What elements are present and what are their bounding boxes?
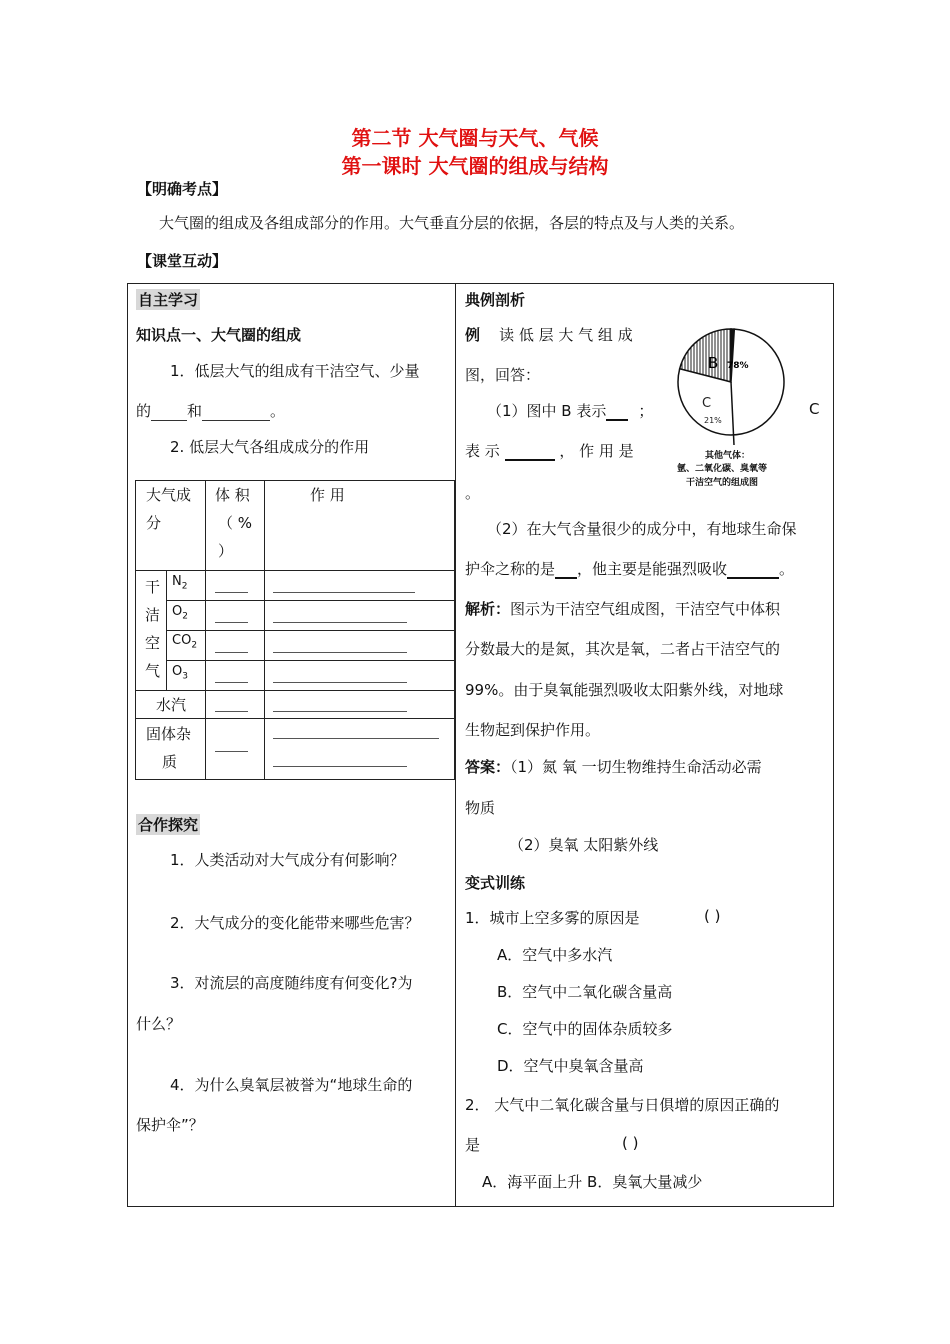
q1-text-b: 和 — [187, 402, 203, 420]
blank-co2-volume[interactable] — [215, 652, 248, 653]
page-subtitle: 第一课时 大气圈的组成与结构 — [341, 154, 609, 178]
co2-label: CO — [172, 633, 192, 648]
analysis-line-4: 生物起到保护作用。 — [465, 721, 601, 739]
n2-label: N — [172, 574, 182, 589]
page-title: 第二节 大气圈与天气、气候 — [351, 126, 599, 150]
variant-q2-line2: 是 — [465, 1136, 481, 1154]
pie-caption-2: 氩、二氧化碳、臭氧等 — [677, 464, 768, 474]
blank-n2-volume[interactable] — [215, 592, 248, 593]
example-heading: 典例剖析 — [465, 291, 526, 309]
question-1b — [465, 440, 634, 461]
variant-q1: 1．城市上空多雾的原因是 — [465, 909, 640, 927]
pie-pct-c: 21% — [704, 416, 722, 425]
question-2b — [465, 558, 794, 579]
answer-line-2: 物质 — [465, 799, 496, 817]
section-interact-heading: 【课堂互动】 — [137, 252, 228, 270]
blank-solid-role-2[interactable] — [273, 766, 407, 767]
coop-question-1: 1．人类活动对大气成分有何影响？ — [170, 851, 405, 869]
example-line-2: 图，回答： — [465, 366, 541, 384]
o2-sub: 2 — [182, 611, 188, 622]
blank-co2-role[interactable] — [273, 652, 407, 653]
dry-air-label-3: 空 — [145, 634, 161, 652]
variant-q2-paren: ( ) — [622, 1134, 639, 1152]
blank-o3-volume[interactable] — [215, 682, 248, 683]
question-1a — [487, 400, 653, 421]
o3-label: O — [172, 664, 183, 679]
points-text: 大气圈的组成及各组成部分的作用。大气垂直分层的依据，各层的特点及与人类的关系。 — [159, 214, 745, 232]
n2-sub: 2 — [181, 581, 188, 592]
coop-question-4a: 4．为什么臭氧层被誉为“地球生命的 — [170, 1076, 413, 1094]
pie-slices — [678, 329, 784, 445]
table-row-line — [135, 718, 455, 719]
example-text-1: 读 低 层 大 气 组 成 — [499, 326, 633, 344]
coop-question-3a: 3．对流层的高度随纬度有何变化?为 — [170, 974, 413, 992]
o2-label: O — [172, 604, 183, 619]
dry-air-label-2: 洁 — [145, 606, 161, 624]
co2-sub: 2 — [191, 640, 198, 651]
blank-solid-volume[interactable] — [215, 751, 248, 752]
variant-q2: 2． 大气中二氧化碳含量与日俱增的原因正确的 — [465, 1096, 780, 1114]
o3-sub: 3 — [182, 671, 188, 682]
example-label: 例 — [465, 326, 481, 344]
column-divider — [455, 283, 456, 1207]
blank-o2-volume[interactable] — [215, 622, 248, 623]
question-1-c: C — [809, 400, 820, 418]
q1-text-a: 的 — [136, 402, 152, 420]
analysis-line-3: 99%。由于臭氧能强烈吸收太阳紫外线，对地球 — [465, 681, 784, 699]
row-solid-1: 固体杂 — [146, 725, 192, 743]
answer-text-1: （1）氮 氧 一切生物维持生命活动必需 — [510, 758, 762, 776]
pie-label-c: C — [702, 396, 712, 411]
question-1: 1．低层大气的组成有干洁空气、少量 — [170, 362, 420, 380]
answer-line-1 — [465, 756, 762, 777]
row-o2 — [172, 604, 188, 622]
variant-q1-option-c[interactable]: C．空气中的固体杂质较多 — [497, 1020, 673, 1038]
variant-q1-option-a[interactable]: A．空气中多水汽 — [497, 946, 613, 964]
header-component-1: 大气成 — [146, 486, 192, 504]
variant-heading: 变式训练 — [465, 874, 526, 892]
table-row-line — [135, 690, 455, 691]
blank-o3-role[interactable] — [273, 682, 407, 683]
question-1-blanks — [136, 400, 285, 421]
row-vapor: 水汽 — [156, 696, 187, 714]
row-o3 — [172, 664, 188, 682]
q1b-text-1: 表 示 — [465, 442, 500, 460]
coop-question-3b: 什么？ — [136, 1015, 182, 1033]
blank-o2-role[interactable] — [273, 622, 407, 623]
table-row-line — [166, 600, 455, 601]
variant-q1-paren: ( ) — [704, 907, 721, 925]
section-points-heading: 【明确考点】 — [137, 180, 228, 198]
variant-q2-options[interactable]: A．海平面上升 B．臭氧大量减少 — [482, 1173, 703, 1191]
q1-blank-2[interactable] — [202, 402, 270, 421]
pie-caption-1: 其他气体： — [705, 451, 751, 461]
pie-caption-3: 干洁空气的组成图 — [686, 478, 759, 488]
dry-air-label-4: 气 — [145, 662, 161, 680]
header-volume-1: 体 积 — [215, 486, 250, 504]
q2-text-1: 护伞之称的是 — [465, 560, 556, 578]
blank-n2-role[interactable] — [273, 592, 415, 593]
pie-label-b: B — [708, 354, 719, 372]
q1a-blank[interactable] — [606, 401, 628, 421]
knowledge-point-1: 知识点一、大气圈的组成 — [136, 326, 302, 344]
header-volume-3: ） — [218, 542, 234, 560]
blank-vapor-role[interactable] — [273, 711, 407, 712]
analysis-label: 解析： — [465, 600, 511, 618]
table-row-line — [166, 660, 455, 661]
table-row-line — [135, 570, 455, 571]
q2-text-2: ，他主要是能强烈吸收 — [577, 560, 728, 578]
coop-question-2: 2．大气成分的变化能带来哪些危害？ — [170, 914, 420, 932]
q1a-text: （1）图中 B 表示 — [487, 402, 607, 420]
variant-q1-option-b[interactable]: B．空气中二氧化碳含量高 — [497, 983, 673, 1001]
q1-text-c: 。 — [270, 402, 286, 420]
q2-blank-2[interactable] — [727, 559, 779, 579]
coop-heading: 合作探究 — [138, 816, 199, 834]
blank-vapor-volume[interactable] — [215, 711, 248, 712]
header-volume-2: （ % — [218, 514, 253, 532]
example-line-1 — [465, 324, 633, 345]
row-solid-2: 质 — [162, 753, 178, 771]
header-role: 作 用 — [310, 486, 345, 504]
question-2: 2. 低层大气各组成成分的作用 — [170, 438, 370, 456]
pie-pct-b: 78% — [727, 361, 749, 371]
variant-q1-option-d[interactable]: D．空气中臭氧含量高 — [497, 1057, 644, 1075]
header-component-2: 分 — [146, 514, 162, 532]
dry-air-label-1: 干 — [145, 578, 161, 596]
analysis-line-2: 分数最大的是氮，其次是氧，二者占干洁空气的 — [465, 640, 781, 658]
q1a-end: ； — [638, 402, 654, 420]
q2-text-3: 。 — [779, 560, 795, 578]
self-study-heading: 自主学习 — [138, 291, 199, 309]
answer-label: 答案： — [465, 758, 511, 776]
question-1b-end: 。 — [465, 484, 481, 502]
row-co2 — [172, 633, 197, 651]
table-row-line — [166, 630, 455, 631]
q2-blank-1[interactable] — [555, 559, 577, 579]
row-n2 — [172, 574, 187, 592]
blank-solid-role-1[interactable] — [273, 738, 439, 739]
analysis-line-1 — [465, 598, 780, 619]
answer-line-3: （2）臭氧 太阳紫外线 — [509, 836, 659, 854]
q1b-blank[interactable] — [505, 441, 555, 461]
q1-blank-1[interactable] — [151, 402, 187, 421]
coop-question-4b: 保护伞”？ — [136, 1116, 204, 1134]
analysis-text-1: 图示为干洁空气组成图，干洁空气中体积 — [510, 600, 781, 618]
question-2a: （2）在大气含量很少的成分中，有地球生命保 — [487, 520, 797, 538]
q1b-text-2: ， 作 用 是 — [559, 442, 634, 460]
